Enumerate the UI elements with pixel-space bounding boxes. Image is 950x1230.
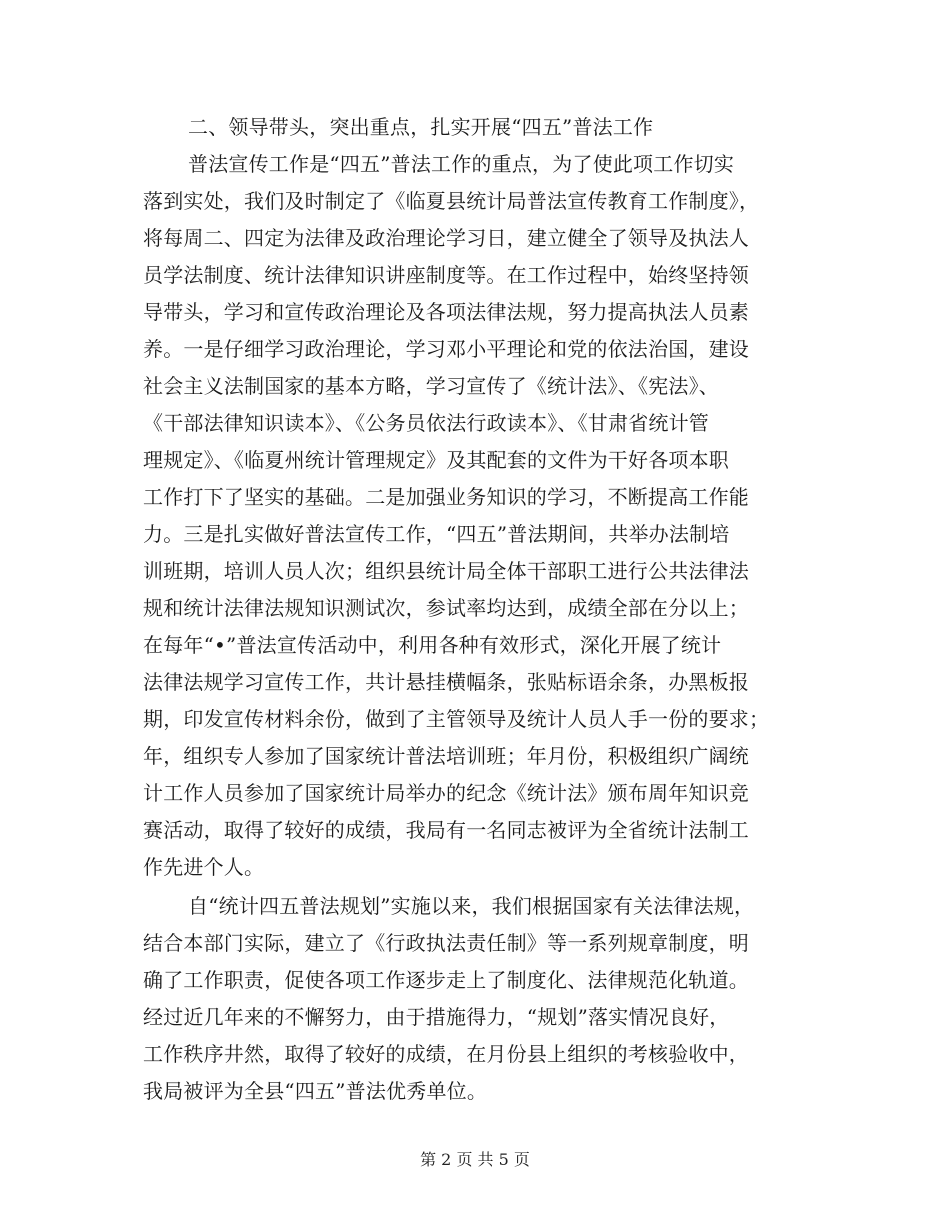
paragraph-line: 确了工作职责，促使各项工作逐步走上了制度化、法律规范化轨道。 bbox=[143, 968, 749, 992]
paragraph-line: 作先进个人。 bbox=[143, 855, 265, 879]
paragraph-line: 社会主义法制国家的基本方略，学习宣传了《统计法》、《宪法》、 bbox=[143, 374, 719, 398]
paragraph-line: 养。一是仔细学习政治理论，学习邓小平理论和党的依法治国，建设 bbox=[143, 337, 749, 361]
paragraph-line: 年，组织专人参加了国家统计普法培训班；年月份，积极组织广阔统 bbox=[143, 744, 749, 768]
paragraph-line: 结合本部门实际，建立了《行政执法责任制》等一系列规章制度，明 bbox=[143, 931, 749, 955]
paragraph-line: 经过近几年来的不懈努力，由于措施得力，“规划”落实情况良好， bbox=[143, 1005, 730, 1029]
paragraph-line: 自“统计四五普法规划”实施以来，我们根据国家有关法律法规， bbox=[188, 894, 755, 918]
paragraph-line: 工作打下了坚实的基础。二是加强业务知识的学习，不断提高工作能 bbox=[143, 485, 749, 509]
paragraph-line: 将每周二、四定为法律及政治理论学习日，建立健全了领导及执法人 bbox=[143, 226, 749, 250]
paragraph-line: 训班期，培训人员人次；组织县统计局全体干部职工进行公共法律法 bbox=[143, 559, 749, 583]
paragraph-line: 工作秩序井然，取得了较好的成绩，在月份县上组织的考核验收中， bbox=[143, 1042, 749, 1066]
paragraph-line: 普法宣传工作是“四五”普法工作的重点，为了使此项工作切实 bbox=[188, 152, 735, 176]
page-number-footer: 第 2 页 共 5 页 bbox=[420, 1150, 530, 1169]
paragraph-line: 赛活动，取得了较好的成绩，我局有一名同志被评为全省统计法制工 bbox=[143, 818, 749, 842]
paragraph-line: 我局被评为全县“四五”普法优秀单位。 bbox=[143, 1079, 488, 1103]
paragraph-line: 理规定》、《临夏州统计管理规定》及其配套的文件为干好各项本职 bbox=[143, 448, 729, 472]
paragraph-line: 导带头，学习和宣传政治理论及各项法律法规，努力提高执法人员素 bbox=[143, 300, 749, 324]
paragraph-line: 规和统计法律法规知识测试次，参试率均达到，成绩全部在分以上； bbox=[143, 596, 749, 620]
section-heading: 二、领导带头，突出重点，扎实开展“四五”普法工作 bbox=[188, 115, 654, 139]
paragraph-line: 在每年“•”普法宣传活动中，利用各种有效形式，深化开展了统计 bbox=[143, 633, 722, 657]
paragraph-line: 法律法规学习宣传工作，共计悬挂横幅条，张贴标语余条，办黑板报 bbox=[143, 670, 749, 694]
paragraph-line: 力。三是扎实做好普法宣传工作，“四五”普法期间，共举办法制培 bbox=[143, 522, 730, 546]
paragraph-line: 落到实处，我们及时制定了《临夏县统计局普法宣传教育工作制度》， bbox=[143, 189, 760, 213]
paragraph-line: 计工作人员参加了国家统计局举办的纪念《统计法》颁布周年知识竞 bbox=[143, 781, 749, 805]
paragraph-line: 员学法制度、统计法律知识讲座制度等。在工作过程中，始终坚持领 bbox=[143, 263, 749, 287]
paragraph-line: 期，印发宣传材料余份，做到了主管领导及统计人员人手一份的要求； bbox=[143, 707, 770, 731]
paragraph-line: 《干部法律知识读本》、《公务员依法行政读本》、《甘肃省统计管 bbox=[143, 411, 709, 435]
